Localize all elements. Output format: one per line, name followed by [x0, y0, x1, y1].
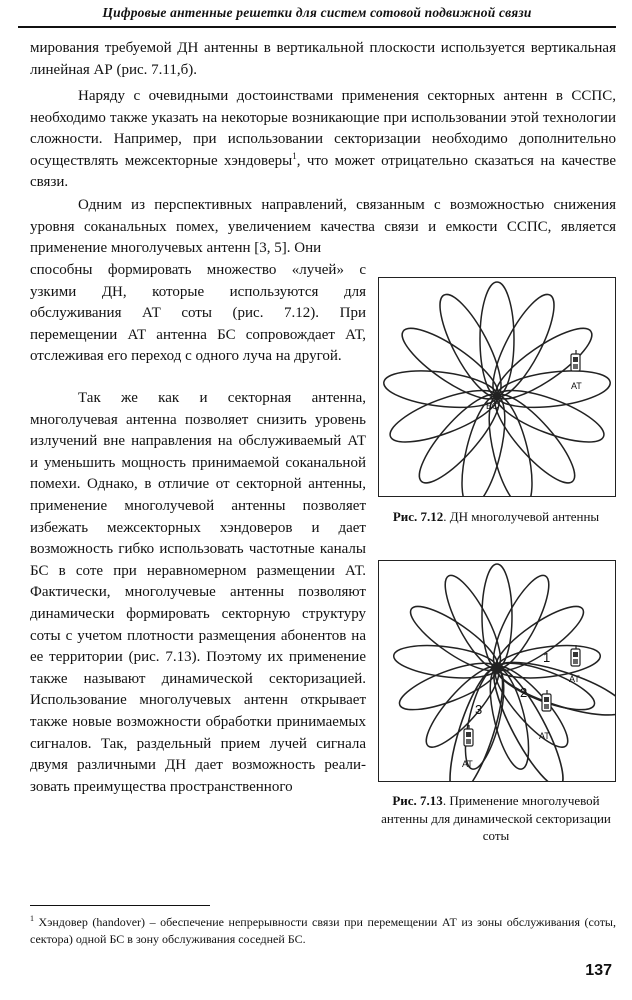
caption-number: Рис. 7.12	[392, 509, 444, 524]
paragraph-dynamic-sectorization: Так же как и секторная антенна, многолучевая антенна позволяет снизить уровень излучений вне направления на обслуживаемый АТ и уменьшить мощность принимаемой соканальной помехи. Однако, в отличие от секторной антенны, применение многолучевой антенны позволяет избежать межсекторных хэндоверов и дает возможность гибко использовать частотные каналы БС в соте при неравномерном размещении АТ. Фактически, многолучевые антенны позволяют динамически формировать секторную структуру соты с учетом плотности размещения абонентов на ее территории (рис. 7.13). Поэтому их применение также называют динамической секторизацией. Использование многолучевых антенн открывает также новые возможности обработки принимаемых сигналов. Так, раздельный прием лучей сигнала двумя различными ДН дает возможность реализовать преимущества пространственного	[30, 390, 366, 795]
beam-lobe	[435, 569, 510, 675]
caption-fig-7-13	[378, 792, 614, 845]
terminal-icon	[571, 645, 580, 666]
paragraph-sectorization	[30, 86, 616, 194]
figure-7-13	[378, 560, 616, 782]
label-at: АТ	[539, 731, 550, 741]
dynamic-sectorization-diagram	[379, 561, 615, 781]
base-station-dot	[493, 392, 501, 400]
beam-lobe	[491, 380, 610, 452]
footnote-text: Хэндовер (handover) – обеспечение непрерывности связи при перемещении АТ из зоны обслуживания (соты, сектора) одной БС в зону обслуживания соседней БС.	[30, 915, 616, 946]
running-header: Цифровые антенные решетки для систем сотовой подвижной связи	[102, 5, 532, 20]
caption-text: . ДН многолучевой антенны	[443, 509, 600, 524]
caption-number: Рис. 7.13	[392, 793, 443, 808]
footnote-rule	[30, 905, 210, 906]
label-at: АТ	[569, 674, 580, 684]
header-rule	[18, 26, 616, 28]
paragraph-multibeam-intro: Одним из перспективных направлений, связанным с возможностью снижения уровня соканальных помех, увеличением качества связи и емкости ССПС, является применение многолучевых антенн [3, 5]. Они	[30, 197, 616, 257]
paragraph-sectorization-tail: , что может отрицательно сказаться на качестве связи.	[30, 152, 616, 191]
label-bs: БС	[486, 401, 499, 411]
footnote-ref[interactable]: 1	[292, 150, 297, 161]
sector-label-1: 1	[543, 650, 551, 665]
paragraph-sectorization-text: Наряду с очевидными достоинствами применения секторных антенн в ССПС, необходимо также указать на некоторые возникающие при использовании этой технологии сложности. Например, при использовании секторизации необходимо дополнительно осуществлять межсекторные хэндоверы	[30, 88, 616, 169]
footnote-mark: 1	[30, 914, 34, 923]
sector-label-2: 2	[520, 685, 528, 700]
terminal-icon	[464, 725, 473, 746]
label-at: АТ	[571, 381, 582, 391]
paragraph-beams: способны формировать множество «лучей» с узкими ДН, которые используются для обслуживания АТ соты (рис. 7.12). При перемещении АТ антенна БС сопровождает АТ, отслеживая его переход с одного луча на другой.	[30, 262, 366, 365]
beam-lobe	[482, 287, 565, 404]
label-at: АТ	[462, 759, 473, 769]
beam-lobe	[384, 380, 503, 452]
caption-text: . Применение многолучевой антенны для динамической секторизации соты	[381, 793, 611, 843]
sector-lobe-3	[439, 663, 513, 781]
figure-7-12	[378, 277, 616, 497]
terminal-icon	[571, 350, 580, 371]
multibeam-pattern-diagram	[379, 278, 615, 496]
caption-fig-7-12	[378, 508, 614, 526]
terminal-icon	[542, 690, 551, 711]
footnote	[30, 914, 616, 948]
page-number: 137	[585, 962, 612, 979]
base-station-dot	[493, 664, 501, 672]
beam-lobe	[429, 287, 512, 404]
paragraph-continuation: мирования требуемой ДН антенны в вертикальной плоскости используется вертикальная линейная АР (рис. 7.11,б).	[30, 40, 616, 78]
beam-lobe	[480, 282, 514, 396]
sector-label-3: 3	[475, 702, 483, 717]
